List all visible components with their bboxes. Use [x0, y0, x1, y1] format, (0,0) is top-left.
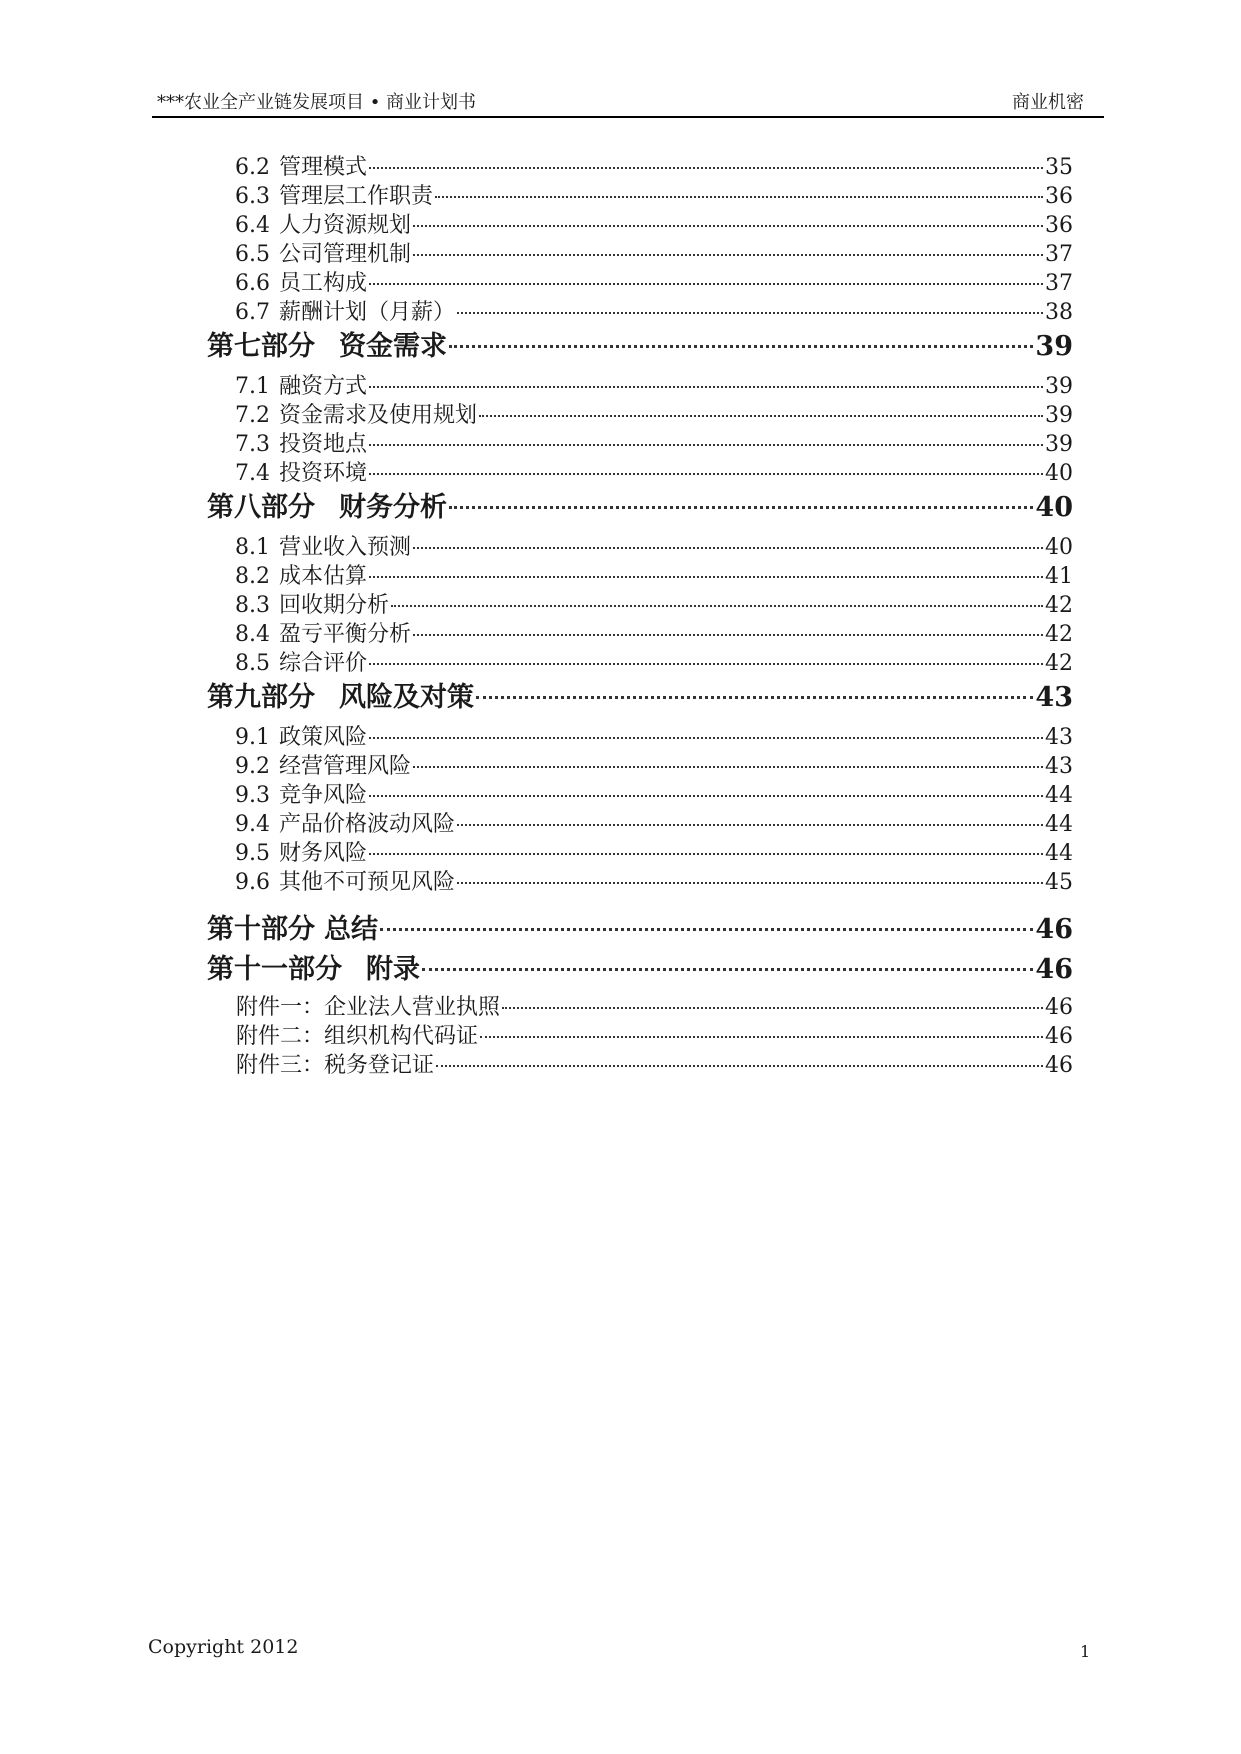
toc-entry-page: 37	[1045, 271, 1073, 296]
toc-section[interactable]	[207, 675, 1073, 715]
toc-entry-title: 盈亏平衡分析	[279, 622, 412, 647]
toc-entry[interactable]	[235, 720, 1073, 750]
toc-entry-title: 企业法人营业执照	[324, 995, 501, 1020]
toc-entry-title: 税务登记证	[324, 1053, 435, 1078]
toc-entry-title: 投资环境	[279, 461, 368, 486]
toc-entry-page: 38	[1045, 300, 1073, 325]
dot-leader	[436, 1064, 1043, 1067]
toc-entry-page: 42	[1045, 622, 1073, 647]
dot-leader	[369, 575, 1043, 578]
toc-entry[interactable]	[235, 266, 1073, 296]
toc-entry-title: 附录	[366, 954, 420, 985]
dot-leader	[369, 852, 1043, 855]
toc-entry-page: 35	[1045, 155, 1073, 180]
toc-entry-page: 44	[1045, 812, 1073, 837]
toc-section[interactable]	[207, 947, 1073, 987]
toc-entry-title: 综合评价	[279, 651, 368, 676]
toc-entry-title: 薪酬计划（月薪）	[279, 300, 456, 325]
toc-entry-title: 财务分析	[339, 492, 447, 523]
toc-entry-page: 42	[1045, 651, 1073, 676]
toc-entry-number: 7.2	[235, 403, 270, 428]
toc-entry[interactable]	[235, 646, 1073, 676]
toc-entry-number: 附件一：	[236, 995, 325, 1020]
dot-leader	[369, 385, 1043, 388]
toc-entry[interactable]	[236, 1019, 1073, 1049]
toc-entry-number: 9.6	[235, 870, 270, 895]
dot-leader	[479, 414, 1043, 417]
toc-entry[interactable]	[235, 617, 1073, 647]
dot-leader	[435, 195, 1043, 198]
toc-entry[interactable]	[235, 208, 1073, 238]
toc-entry-page: 37	[1045, 242, 1073, 267]
toc-entry-number: 8.5	[235, 651, 270, 676]
toc-entry-page: 40	[1045, 535, 1073, 560]
toc-entry-title: 其他不可预见风险	[279, 870, 456, 895]
toc-entry-title: 政策风险	[279, 725, 368, 750]
toc-entry[interactable]	[235, 179, 1073, 209]
toc-entry-number: 8.1	[235, 535, 270, 560]
toc-entry[interactable]	[235, 749, 1073, 779]
toc-entry-page: 46	[1045, 1053, 1073, 1078]
toc-entry-number: 第十一部分	[207, 954, 342, 985]
dot-leader	[369, 166, 1043, 169]
toc-entry-title: 经营管理风险	[279, 754, 412, 779]
toc-entry-number: 第七部分	[207, 331, 315, 362]
toc-entry-number: 9.2	[235, 754, 270, 779]
toc-entry-page: 39	[1045, 403, 1073, 428]
dot-leader	[413, 633, 1043, 636]
toc-entry-page: 43	[1045, 725, 1073, 750]
toc-entry-page: 46	[1045, 1024, 1073, 1049]
toc-entry-number: 8.3	[235, 593, 270, 618]
toc-entry-title: 回收期分析	[279, 593, 390, 618]
dot-leader	[422, 967, 1033, 971]
toc-entry-number: 6.2	[235, 155, 270, 180]
dot-leader	[476, 695, 1033, 699]
toc-entry[interactable]	[235, 836, 1073, 866]
dot-leader	[369, 662, 1043, 665]
dot-leader	[369, 472, 1043, 475]
toc-entry-page: 39	[1045, 374, 1073, 399]
dot-leader	[380, 927, 1033, 931]
toc-entry[interactable]	[235, 427, 1073, 457]
toc-entry-title: 组织机构代码证	[324, 1024, 479, 1049]
toc-entry-number: 8.4	[235, 622, 270, 647]
toc-entry-number: 第八部分	[207, 492, 315, 523]
toc-entry-title: 管理模式	[279, 155, 368, 180]
toc-entry[interactable]	[235, 237, 1073, 267]
document-title: ***农业全产业链发展项目 • 商业计划书	[157, 92, 477, 113]
toc-entry-title: 风险及对策	[339, 682, 474, 713]
toc-entry-number: 9.5	[235, 841, 270, 866]
toc-entry[interactable]	[235, 369, 1073, 399]
toc-entry-page: 43	[1045, 754, 1073, 779]
toc-entry-title: 财务风险	[279, 841, 368, 866]
toc-entry-title: 资金需求	[339, 331, 447, 362]
toc-entry[interactable]	[235, 865, 1073, 895]
toc-entry-title: 资金需求及使用规划	[279, 403, 478, 428]
toc-entry-number: 7.3	[235, 432, 270, 457]
toc-entry-title: 公司管理机制	[279, 242, 412, 267]
dot-leader	[369, 282, 1043, 285]
toc-entry-page: 40	[1045, 461, 1073, 486]
toc-entry-number: 附件三：	[236, 1053, 325, 1078]
dot-leader	[413, 546, 1043, 549]
dot-leader	[369, 794, 1043, 797]
page-number: 1	[1080, 1642, 1091, 1661]
toc-entry-page: 44	[1045, 783, 1073, 808]
toc-entry[interactable]	[235, 559, 1073, 589]
toc-entry-title: 员工构成	[279, 271, 368, 296]
toc-entry-title: 管理层工作职责	[279, 184, 434, 209]
toc-entry-page: 39	[1045, 432, 1073, 457]
toc-section[interactable]	[207, 907, 1073, 947]
toc-entry-number: 附件二：	[236, 1024, 325, 1049]
toc-entry[interactable]	[235, 778, 1073, 808]
dot-leader	[413, 253, 1043, 256]
toc-entry-page: 46	[1035, 954, 1073, 985]
toc-entry-page: 39	[1035, 331, 1073, 362]
toc-entry-page: 36	[1045, 184, 1073, 209]
toc-entry-title: 总结	[324, 914, 378, 945]
toc-entry-page: 45	[1045, 870, 1073, 895]
toc-entry-number: 7.1	[235, 374, 270, 399]
copyright: Copyright 2012	[148, 1636, 299, 1658]
toc-entry-number: 6.3	[235, 184, 270, 209]
toc-entry-number: 9.3	[235, 783, 270, 808]
toc-entry-page: 40	[1035, 492, 1073, 523]
dot-leader	[502, 1006, 1043, 1009]
toc-entry-page: 43	[1035, 682, 1073, 713]
toc-entry-title: 投资地点	[279, 432, 368, 457]
running-header	[152, 88, 1104, 118]
toc-entry-number: 7.4	[235, 461, 270, 486]
toc-entry[interactable]	[235, 588, 1073, 618]
toc-section[interactable]	[207, 324, 1073, 364]
toc-entry[interactable]	[235, 150, 1073, 180]
toc-entry-title: 产品价格波动风险	[279, 812, 456, 837]
dot-leader	[457, 881, 1043, 884]
toc-entry-title: 营业收入预测	[279, 535, 412, 560]
toc-entry[interactable]	[235, 456, 1073, 486]
dot-leader	[391, 604, 1043, 607]
toc-entry[interactable]	[235, 530, 1073, 560]
toc-entry-title: 人力资源规划	[279, 213, 412, 238]
toc-entry-title: 融资方式	[279, 374, 368, 399]
toc-entry[interactable]	[236, 1048, 1073, 1078]
toc-entry-number: 第九部分	[207, 682, 315, 713]
toc-entry-page: 46	[1035, 914, 1073, 945]
dot-leader	[369, 736, 1043, 739]
toc-entry-page: 46	[1045, 995, 1073, 1020]
toc-entry[interactable]	[236, 990, 1073, 1020]
toc-section[interactable]	[207, 485, 1073, 525]
dot-leader	[413, 765, 1043, 768]
dot-leader	[457, 823, 1043, 826]
dot-leader	[457, 311, 1043, 314]
dot-leader	[480, 1035, 1043, 1038]
toc-entry[interactable]	[235, 807, 1073, 837]
toc-entry[interactable]	[235, 398, 1073, 428]
toc-entry-number: 8.2	[235, 564, 270, 589]
toc-entry-number: 6.7	[235, 300, 270, 325]
toc-entry-number: 9.4	[235, 812, 270, 837]
toc-entry[interactable]	[235, 295, 1073, 325]
dot-leader	[369, 443, 1043, 446]
toc-entry-page: 41	[1045, 564, 1073, 589]
toc-entry-number: 第十部分	[207, 914, 315, 945]
toc-entry-page: 42	[1045, 593, 1073, 618]
dot-leader	[413, 224, 1043, 227]
toc-entry-page: 36	[1045, 213, 1073, 238]
toc-entry-number: 9.1	[235, 725, 270, 750]
toc-entry-title: 竞争风险	[279, 783, 368, 808]
toc-entry-number: 6.6	[235, 271, 270, 296]
toc-entry-number: 6.5	[235, 242, 270, 267]
confidential-label: 商业机密	[1012, 92, 1084, 113]
dot-leader	[449, 505, 1033, 509]
toc-entry-page: 44	[1045, 841, 1073, 866]
toc-entry-number: 6.4	[235, 213, 270, 238]
toc-entry-title: 成本估算	[279, 564, 368, 589]
dot-leader	[449, 344, 1033, 348]
